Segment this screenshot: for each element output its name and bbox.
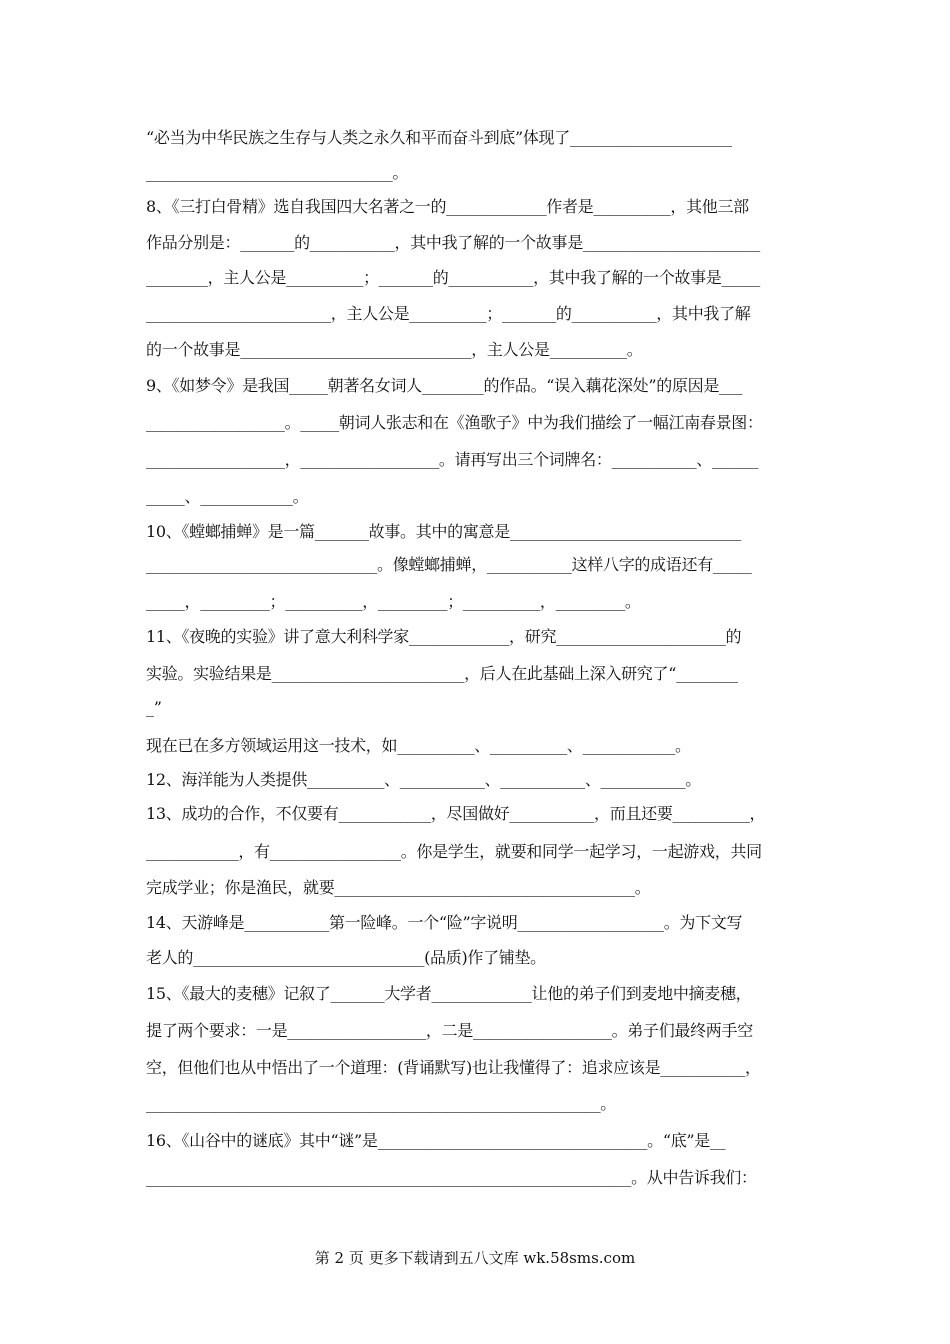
text-line: 老人的______________________________(品质)作了铺垫。: [146, 948, 546, 967]
text-line: _”: [146, 698, 162, 717]
text-line: 11、《夜晚的实验》讲了意大利科学家_____________，研究______________________的: [146, 627, 742, 646]
text-line: __________________，__________________。请再写出三个词牌名：___________、______: [146, 450, 759, 469]
text-line: 提了两个要求：一是__________________，二是__________________。弟子们最终两手空: [146, 1021, 753, 1040]
text-line: 13、成功的合作，不仅要有____________，尽国做好___________，而且还要__________，: [146, 804, 766, 823]
text-line: 14、天游峰是___________第一险峰。一个“险”字说明___________________。为下文写: [146, 913, 743, 932]
text-line: 的一个故事是______________________________，主人公是__________。: [146, 340, 643, 359]
text-line: 16、《山谷中的谜底》其中“谜”是___________________________________。“底”是__: [146, 1131, 726, 1150]
text-line: ________________________________。: [146, 163, 409, 182]
text-line: __________________。_____朝词人张志和在《渔歌子》中为我们描绘了一幅江南春景图：: [146, 413, 763, 432]
text-line: 完成学业；你是渔民，就要_______________________________________。: [146, 878, 651, 897]
text-line: ___________________________________________________________。: [146, 1094, 617, 1113]
page-footer: 第 2 页 更多下载请到五八文库 wk.58sms.com: [314, 1249, 636, 1267]
text-line: 现在已在多方领域运用这一技术，如__________、__________、____________。: [146, 736, 691, 755]
text-line: 9、《如梦令》是我国_____朝著名女词人________的作品。“误入藕花深处”的原因是___: [146, 376, 743, 395]
text-line: ________________________，主人公是__________；_______的___________，其中我了解: [146, 304, 751, 323]
text-line: 10、《螳螂捕蝉》是一篇_______故事。其中的寓意是______________________________: [146, 522, 741, 541]
text-line: 8、《三打白骨精》选自我国四大名著之一的_____________作者是__________，其他三部: [146, 197, 749, 216]
text-line: 作品分别是：_______的___________，其中我了解的一个故事是_______________________: [146, 233, 761, 252]
text-line: 15、《最大的麦穗》记叙了_______大学者_____________让他的弟子们到麦地中摘麦穗，: [146, 984, 752, 1003]
text-line: _____，_________；__________，_________；__________，_________。: [146, 592, 641, 611]
text-line: ______________________________。像螳螂捕蝉，___________这样八字的成语还有_____: [146, 555, 752, 574]
text-line: “必当为中华民族之生存与人类之永久和平而奋斗到底”体现了_____________________: [146, 128, 732, 147]
text-line: 空，但他们也从中悟出了一个道理：(背诵默写)也让我懂得了：追求应该是___________，: [146, 1058, 761, 1077]
text-line: _______________________________________________________________。从中告诉我们：: [146, 1168, 757, 1187]
text-line: 实验。实验结果是_________________________，后人在此基础上深入研究了“________: [146, 664, 738, 683]
text-line: ________，主人公是__________；_______的___________，其中我了解的一个故事是_____: [146, 268, 761, 287]
text-line: 12、海洋能为人类提供__________、___________、___________、___________。: [146, 770, 701, 789]
text-line: _____、____________。: [146, 487, 309, 506]
text-line: ____________，有_________________。你是学生，就要和同学一起学习，一起游戏，共同: [146, 842, 762, 861]
